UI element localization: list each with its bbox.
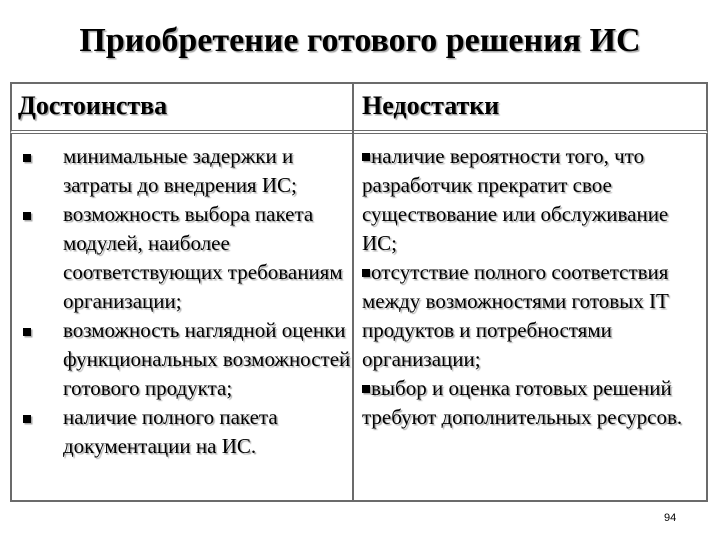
advantage-text: наличие полного пакета документации на ИС.: [63, 405, 278, 458]
square-bullet-icon: [362, 153, 370, 161]
square-bullet-icon: [23, 328, 31, 336]
list-item: [12, 316, 352, 403]
header-advantages: Достоинства: [18, 91, 168, 120]
disadvantage-text: отсутствие полного соответствия между возможностями готовых IT продуктов и потребностями организации;: [362, 260, 669, 371]
list-item: [362, 374, 702, 432]
table-header-row: [10, 82, 708, 134]
square-bullet-icon: [362, 269, 370, 277]
list-item: [12, 142, 352, 200]
list-item: [362, 142, 702, 258]
column-divider: [352, 82, 354, 502]
advantage-text: возможность выбора пакета модулей, наиболее соответствующих требованиям организации;: [63, 202, 343, 313]
slide-title: Приобретение готового решения ИС: [79, 22, 641, 59]
header-disadvantages: Недостатки: [362, 91, 500, 120]
list-item: [12, 200, 352, 316]
comparison-table: [10, 82, 708, 502]
disadvantage-text: наличие вероятности того, что разработчик прекратит свое существование или обслуживание ИС;: [362, 144, 669, 255]
square-bullet-icon: [23, 154, 31, 162]
square-bullet-icon: [362, 385, 370, 393]
page-number: 94: [664, 512, 677, 524]
disadvantage-text: выбор и оценка готовых решений требуют дополнительных ресурсов.: [362, 376, 683, 429]
list-item: [362, 258, 702, 374]
table-body-row: [10, 134, 708, 502]
advantages-list: [12, 142, 352, 461]
square-bullet-icon: [23, 415, 31, 423]
advantage-text: минимальные задержки и затраты до внедрения ИС;: [63, 144, 297, 197]
advantage-text: возможность наглядной оценки функциональных возможностей готового продукта;: [63, 318, 351, 400]
disadvantages-list: [362, 142, 702, 432]
square-bullet-icon: [23, 212, 31, 220]
list-item: [12, 403, 352, 461]
